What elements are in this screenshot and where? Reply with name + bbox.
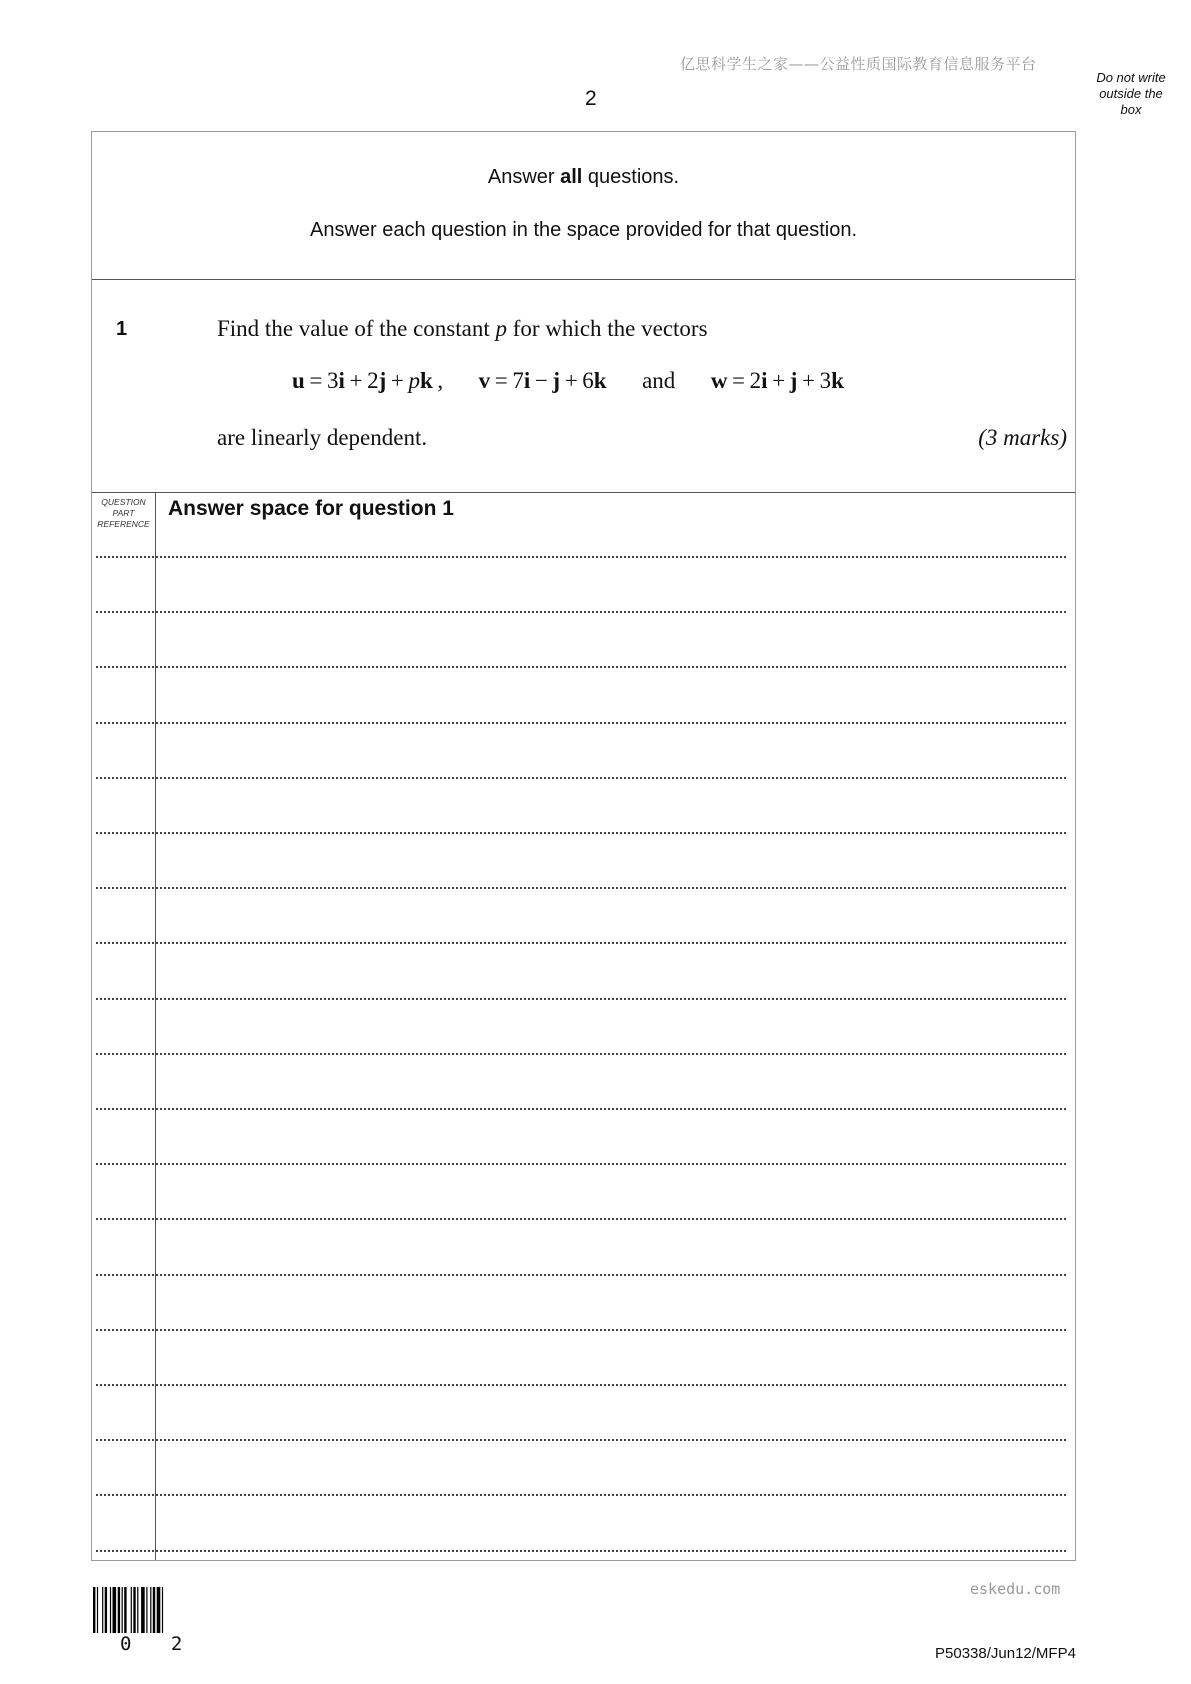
answer-line[interactable] — [96, 1163, 1066, 1165]
barcode-bar — [113, 1587, 117, 1633]
answer-line[interactable] — [96, 1218, 1066, 1220]
answer-line[interactable] — [96, 611, 1066, 613]
barcode-bar — [97, 1587, 98, 1633]
reference-column-divider — [155, 493, 156, 1560]
barcode-bar — [110, 1587, 111, 1633]
answer-line[interactable] — [96, 998, 1066, 1000]
vector-equations — [292, 368, 844, 394]
header-watermark: 亿思科学生之家——公益性质国际教育信息服务平台 — [680, 55, 1037, 73]
answer-line[interactable] — [96, 1108, 1066, 1110]
barcode-bar — [133, 1587, 135, 1633]
variable-p: p — [495, 316, 507, 341]
answer-line[interactable] — [96, 887, 1066, 889]
answer-line[interactable] — [96, 1274, 1066, 1276]
page-number: 2 — [585, 87, 597, 110]
footer-watermark: eskedu.com — [970, 1580, 1061, 1598]
barcode-bar — [157, 1587, 161, 1633]
question-1 — [92, 280, 1075, 493]
barcode-bar — [122, 1587, 123, 1633]
barcode-bar — [150, 1587, 151, 1633]
answer-line[interactable] — [96, 722, 1066, 724]
instruction-text: questions. — [582, 166, 680, 188]
answer-line[interactable] — [96, 1053, 1066, 1055]
question-part-reference-label — [92, 497, 155, 530]
question-text — [217, 316, 708, 342]
paper-reference: P50338/Jun12/MFP4 — [935, 1645, 1076, 1662]
answer-booklet-frame — [91, 131, 1076, 1561]
vector-v: v = 7i − j + 6k — [478, 368, 607, 393]
instruction-line-2: Answer each question in the space provided for that question. — [309, 219, 857, 241]
and-word: and — [642, 368, 676, 393]
margin-note — [1085, 70, 1177, 118]
instruction-line-1 — [92, 166, 1075, 189]
barcode-number: 0 2 — [120, 1633, 197, 1655]
barcode-bar — [146, 1587, 147, 1633]
barcode-bar — [162, 1587, 163, 1633]
barcode-bar — [137, 1587, 138, 1633]
answer-line[interactable] — [96, 556, 1066, 558]
margin-note-line: outside the — [1099, 86, 1163, 101]
barcode-bar — [118, 1587, 120, 1633]
answer-space-title: Answer space for question 1 — [168, 497, 454, 520]
barcode-bar — [102, 1587, 103, 1633]
instruction-emphasis: all — [560, 166, 583, 188]
marks-label: (3 marks) — [978, 425, 1067, 450]
barcode-bar — [141, 1587, 145, 1633]
question-number: 1 — [116, 318, 128, 340]
answer-line[interactable] — [96, 1329, 1066, 1331]
barcode — [93, 1587, 195, 1633]
question-closing: are linearly dependent. — [217, 425, 428, 450]
answer-line[interactable] — [96, 942, 1066, 944]
barcode-bar — [93, 1587, 95, 1633]
vector-u: u = 3i + 2j + pk , — [292, 368, 444, 393]
instructions-box — [92, 132, 1075, 280]
answer-space[interactable] — [92, 493, 1075, 1560]
answer-line[interactable] — [96, 666, 1066, 668]
answer-line[interactable] — [96, 1494, 1066, 1496]
ref-label-line: PART — [112, 508, 135, 518]
ref-label-line: REFERENCE — [97, 519, 150, 529]
barcode-bar — [105, 1587, 107, 1633]
vector-w: w = 2i + j + 3k — [710, 368, 844, 393]
ref-label-line: QUESTION — [101, 497, 146, 507]
question-text-part: for which the vectors — [507, 316, 708, 341]
answer-line[interactable] — [96, 1384, 1066, 1386]
answer-line[interactable] — [96, 1550, 1066, 1552]
answer-line[interactable] — [96, 832, 1066, 834]
answer-line[interactable] — [96, 1439, 1066, 1441]
margin-note-line: Do not write — [1096, 70, 1166, 85]
margin-note-line: box — [1120, 102, 1142, 117]
instruction-text: Answer — [487, 166, 561, 188]
question-text-part: Find the value of the constant — [217, 316, 496, 341]
barcode-bar — [124, 1587, 126, 1633]
answer-line[interactable] — [96, 777, 1066, 779]
barcode-bar — [131, 1587, 132, 1633]
barcode-bar — [153, 1587, 155, 1633]
